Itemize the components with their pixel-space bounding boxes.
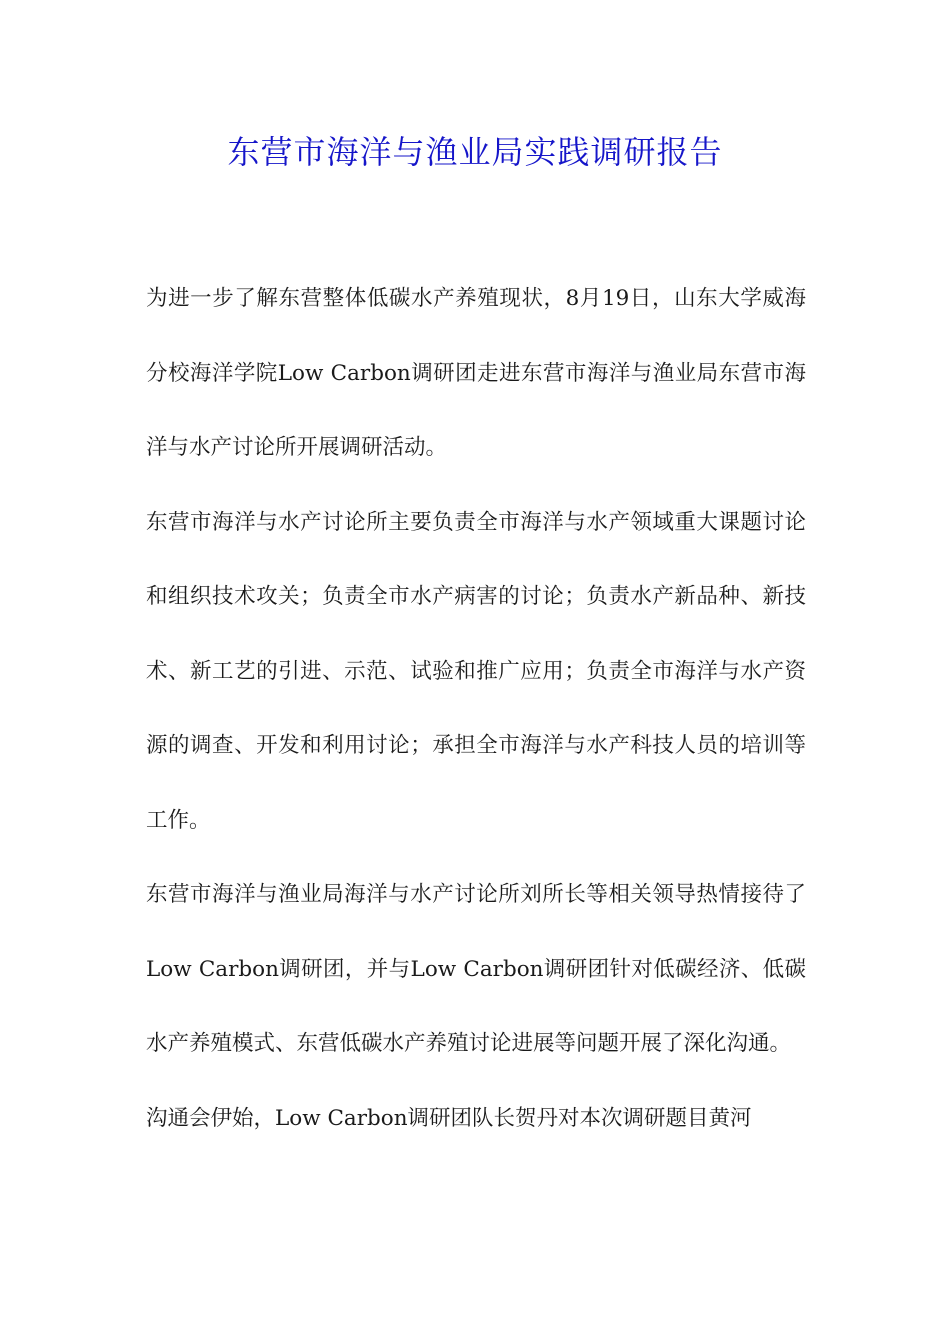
paragraph-reception: 东营市海洋与渔业局海洋与水产讨论所刘所长等相关领导热情接待了Low Carbon调研团，并与Low Carbon调研团针对低碳经济、低碳水产养殖模式、东营低碳水产养殖讨论进展等问题开展了深化沟通。 — [146, 882, 806, 1056]
paragraph-meeting-start: 沟通会伊始，Low Carbon调研团队长贺丹对本次调研题目黄河 — [146, 1105, 752, 1131]
document-title: 东营市海洋与渔业局实践调研报告 — [227, 133, 723, 171]
paragraph-institute-duties: 东营市海洋与水产讨论所主要负责全市海洋与水产领域重大课题讨论和组织技术攻关；负责全市水产病害的讨论；负责水产新品种、新技术、新工艺的引进、示范、试验和推广应用；负责全市海洋与水产资源的调查、开发和利用讨论；承担全市海洋与水产科技人员的培训等工作。 — [146, 509, 806, 833]
paragraph-intro: 为进一步了解东营整体低碳水产养殖现状，8月19日，山东大学威海分校海洋学院Low Carbon调研团走进东营市海洋与渔业局东营市海洋与水产讨论所开展调研活动。 — [146, 286, 806, 460]
document-body — [146, 262, 806, 1156]
